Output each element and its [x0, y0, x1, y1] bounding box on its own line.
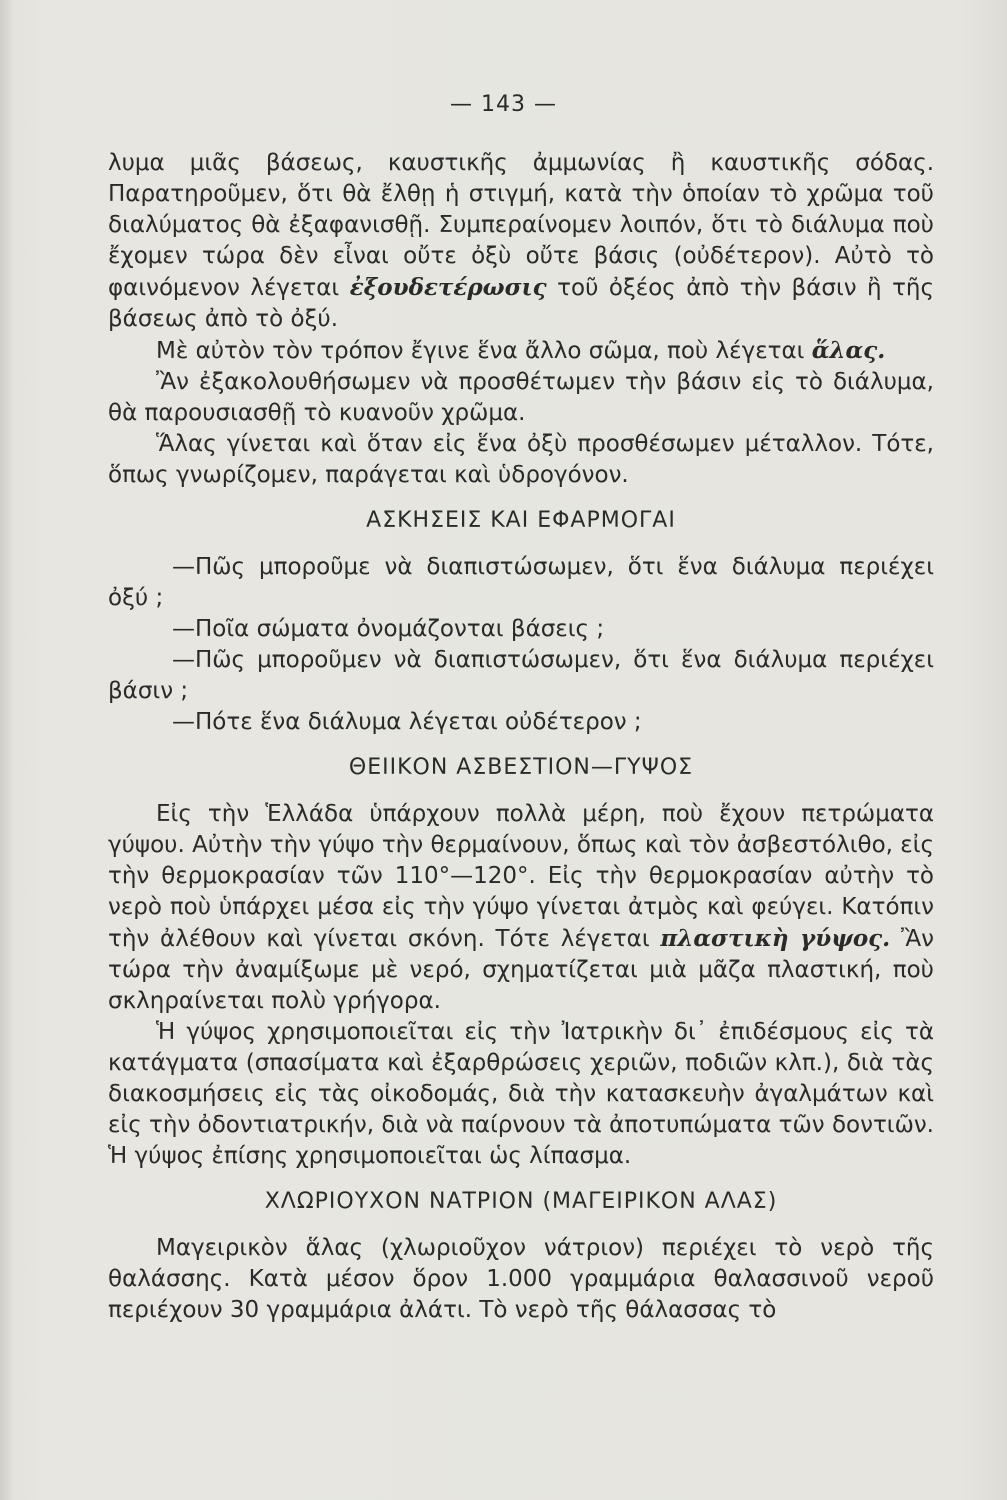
paragraph-text: Ἂν τώρα τὴν ἀναμίξωμε μὲ νερό, σχηματίζεται μιὰ μᾶζα πλαστική, ποὺ σκληραίνεται πολὺ γρήγορα.: [108, 926, 935, 1014]
exercise-question: —Ποῖα σώματα ὀνομάζονται βάσεις ;: [172, 616, 605, 642]
paragraph-gypsum-uses: Ἡ γύψος χρησιμοποιεῖται εἰς τὴν Ἰατρικὴν δι᾽ ἐπιδέσμους εἰς τὰ κατάγματα (σπασίματα καὶ ἐξαρθρώσεις χεριῶν, ποδιῶν κλπ.), διὰ τὰς διακοσμήσεις εἰς τὰς οἰκοδομάς, διὰ τὴν κατασκευὴν ἀγαλμάτων καὶ εἰς τὴν ὀδοντιατρικήν, διὰ νὰ παίρνουν τὰ ἀποτυπώματα τῶν δοντιῶν. Ἡ γύψος ἐπίσης χρησιμοποιεῖται ὡς λίπασμα.: [108, 1019, 934, 1169]
paragraph-text: Μὲ αὐτὸν τὸν τρόπον ἔγινε ἕνα ἄλλο σῶμα, ποὺ λέγεται: [156, 338, 805, 364]
gypsum-heading: ΘΕΙΙΚΟΝ ΑΣΒΕΣΤΙΟΝ—ΓΥΨΟΣ: [348, 755, 694, 780]
term-salt: ἅλας.: [811, 337, 886, 364]
paragraph-text: τοῦ ὀξέος ἀπὸ τὴν βάσιν ἢ τῆς βάσεως ἀπὸ τὸ ὀξύ.: [108, 275, 935, 332]
paragraph-text: λυμα μιᾶς βάσεως, καυστικῆς ἀμμωνίας ἢ καυστικῆς σόδας. Παρατηροῦμεν, ὅτι θὰ ἔλθῃ ἡ στιγμή, κατὰ τὴν ὁποίαν τὸ χρῶμα τοῦ διαλύματος θὰ ἐξαφανισθῇ. Συμπεραίνομεν λοιπόν, ὅτι τὸ διάλυμα ποὺ ἔχομεν τώρα δὲν εἶναι οὔτε ὀξὺ οὔτε βάσις (οὐδέτερον). Αὐτὸ τὸ φαινόμενον λέγεται: [108, 150, 934, 301]
exercise-question: —Πῶς μποροῦμεν νὰ διαπιστώσωμεν, ὅτι ἕνα διάλυμα περιέχει βάσιν ;: [108, 647, 934, 704]
page-number: — 143 —: [450, 92, 557, 117]
page-body: [108, 148, 934, 1326]
paragraph-neutralization: [108, 148, 934, 335]
term-plaster: πλαστικὴ γύψος.: [660, 925, 891, 952]
paragraph-metal: Ἅλας γίνεται καὶ ὅταν εἰς ἕνα ὀξὺ προσθέσωμεν μέταλλον. Τότε, ὅπως γνωρίζομεν, παράγεται καὶ ὑδρογόνον.: [108, 431, 934, 488]
paragraph-gypsum: [108, 799, 934, 1017]
exercise-question: —Πῶς μποροῦμε νὰ διαπιστώσωμεν, ὅτι ἕνα διάλυμα περιέχει ὀξύ ;: [108, 554, 934, 611]
paragraph-text: Εἰς τὴν Ἑλλάδα ὑπάρχουν πολλὰ μέρη, ποὺ ἔχουν πετρώματα γύψου. Αὐτὴν τὴν γύψο τὴν θερμαίνουν, ὅπως καὶ τὸν ἀσβεστόλιθο, εἰς τὴν θερμοκρασίαν τῶν 110°—120°. Εἰς τὴν θερμοκρασίαν αὐτὴν τὸ νερὸ ποὺ ὑπάρχει μέσα εἰς τὴν γύψο γίνεται ἀτμὸς καὶ φεύγει. Κατόπιν τὴν ἀλέθουν καὶ γίνεται σκόνη. Τότε λέγεται: [108, 801, 934, 952]
term-neutralization: ἐξουδετέρωσις: [349, 274, 547, 301]
paragraph-continue: Ἂν ἐξακολουθήσωμεν νὰ προσθέτωμεν τὴν βάσιν εἰς τὸ διάλυμα, θὰ παρουσιασθῇ τὸ κυανοῦν χρῶμα.: [108, 369, 934, 426]
exercise-question: —Πότε ἕνα διάλυμα λέγεται οὐδέτερον ;: [172, 709, 642, 735]
salt-heading: ΧΛΩΡΙΟΥΧΟΝ ΝΑΤΡΙΟΝ (ΜΑΓΕΙΡΙΚΟΝ ΑΛΑΣ): [264, 1189, 778, 1214]
paragraph-salt-def: [108, 335, 934, 367]
exercises-heading: ΑΣΚΗΣΕΙΣ ΚΑΙ ΕΦΑΡΜΟΓΑΙ: [366, 508, 676, 533]
paragraph-sea-salt: Μαγειρικὸν ἅλας (χλωριοῦχον νάτριον) περιέχει τὸ νερὸ τῆς θαλάσσης. Κατὰ μέσον ὅρον 1.000 γραμμάρια θαλασσινοῦ νεροῦ περιέχουν 30 γραμμάρια ἀλάτι. Τὸ νερὸ τῆς θάλασσας τὸ: [108, 1235, 934, 1323]
